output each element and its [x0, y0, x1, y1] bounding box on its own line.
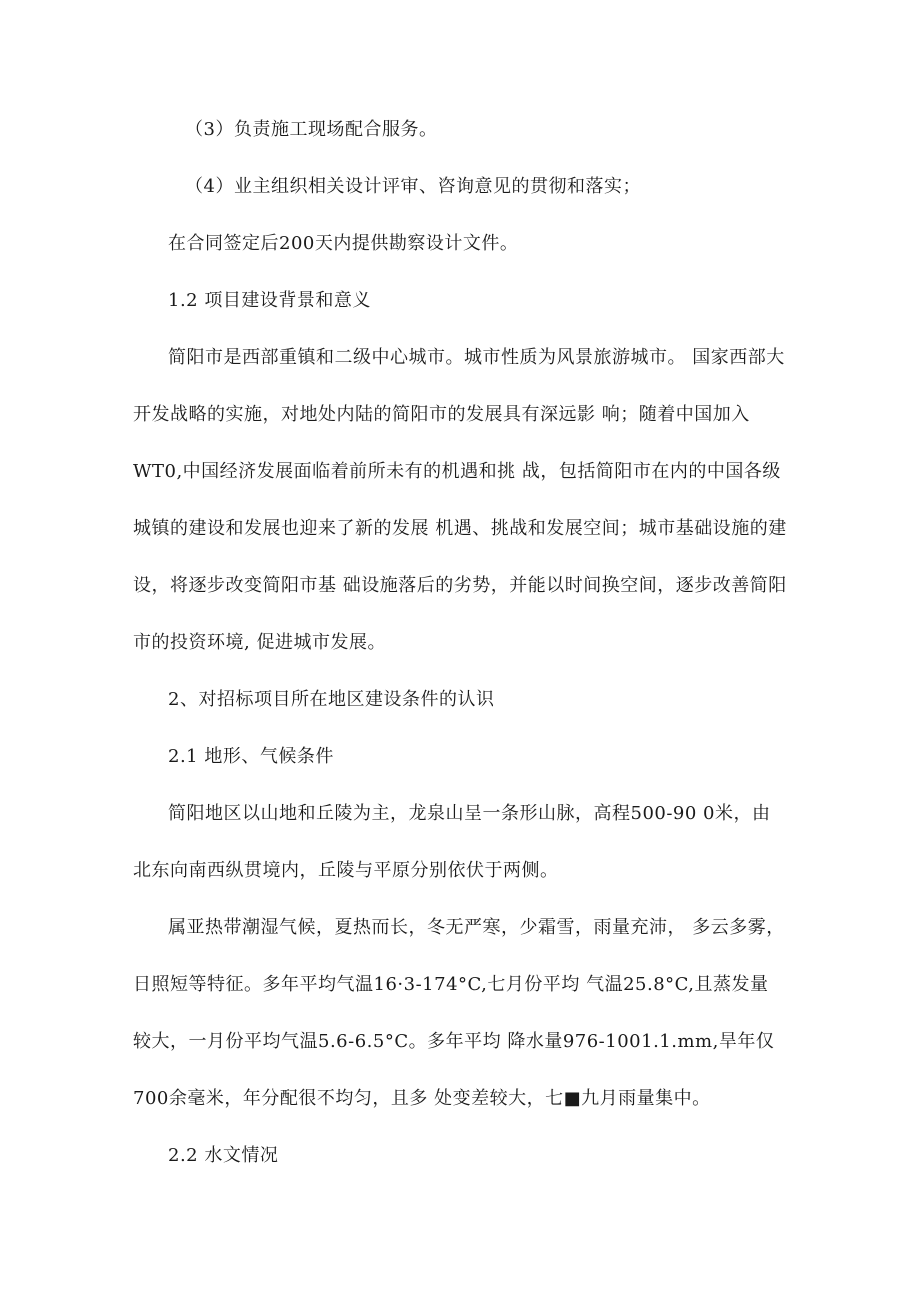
paragraph-line	[133, 631, 386, 655]
paragraph-line	[168, 232, 518, 256]
heading-text: 2.1 地形、气候条件	[168, 746, 334, 767]
text-line: 在合同签定后200天内提供勘察设计文件。	[168, 233, 519, 254]
section-heading-2-1	[168, 745, 334, 769]
text-line: 较大，一月份平均气温5.6-6.5°C。多年平均 降水量976-1001.1.mm,旱年仅	[133, 1031, 775, 1052]
section-heading-2-2	[168, 1144, 278, 1168]
text-line: 北东向南西纵贯境内，丘陵与平原分别依伏于两侧。	[133, 860, 559, 881]
heading-text: 2、对招标项目所在地区建设条件的认识	[168, 689, 495, 710]
paragraph-line	[133, 574, 787, 598]
paragraph-line	[133, 859, 559, 883]
text-line: 市的投资环境, 促进城市发展。	[133, 632, 386, 653]
list-item-4	[185, 175, 641, 199]
paragraph-line	[133, 403, 750, 427]
text-line: （4）业主组织相关设计评审、咨询意见的贯彻和落实；	[185, 176, 641, 197]
paragraph-line	[133, 973, 769, 997]
paragraph-line	[133, 460, 781, 484]
heading-text: 2.2 水文情况	[168, 1145, 279, 1166]
text-line: 属亚热带潮湿气候，夏热而长，冬无严寒，少霜雪，雨量充沛， 多云多雾，	[168, 917, 785, 938]
text-line: （3）负责施工现场配合服务。	[185, 119, 438, 140]
paragraph-line	[168, 916, 785, 940]
paragraph-line	[133, 1030, 774, 1054]
text-line: 简阳地区以山地和丘陵为主，龙泉山呈一条形山脉，高程500-90 0米，由	[168, 803, 771, 824]
paragraph-line	[168, 346, 785, 370]
text-line: 开发战略的实施，对地处内陆的简阳市的发展具有深远影 响；随着中国加入	[133, 404, 750, 425]
heading-text: 1.2 项目建设背景和意义	[168, 290, 371, 311]
text-line: 700余毫米，年分配很不均匀，且多 处变差较大，七■九月雨量集中。	[133, 1088, 711, 1109]
section-heading-2	[168, 688, 494, 712]
text-line: 城镇的建设和发展也迎来了新的发展 机遇、挑战和发展空间；城市基础设施的建	[133, 518, 787, 539]
paragraph-line	[133, 517, 787, 541]
paragraph-line	[133, 1087, 711, 1111]
text-line: 设，将逐步改变简阳市基 础设施落后的劣势，并能以时间换空间，逐步改善简阳	[133, 575, 787, 596]
section-heading-1-2	[168, 289, 371, 313]
text-line: WT0,中国经济发展面临着前所未有的机遇和挑 战，包括简阳市在内的中国各级	[133, 461, 781, 482]
paragraph-line	[168, 802, 771, 826]
text-line: 简阳市是西部重镇和二级中心城市。城市性质为风景旅游城市。 国家西部大	[168, 347, 785, 368]
list-item-3	[185, 118, 437, 142]
text-line: 日照短等特征。多年平均气温16·3-174°C,七月份平均 气温25.8°C,且蒸发量	[133, 974, 769, 995]
